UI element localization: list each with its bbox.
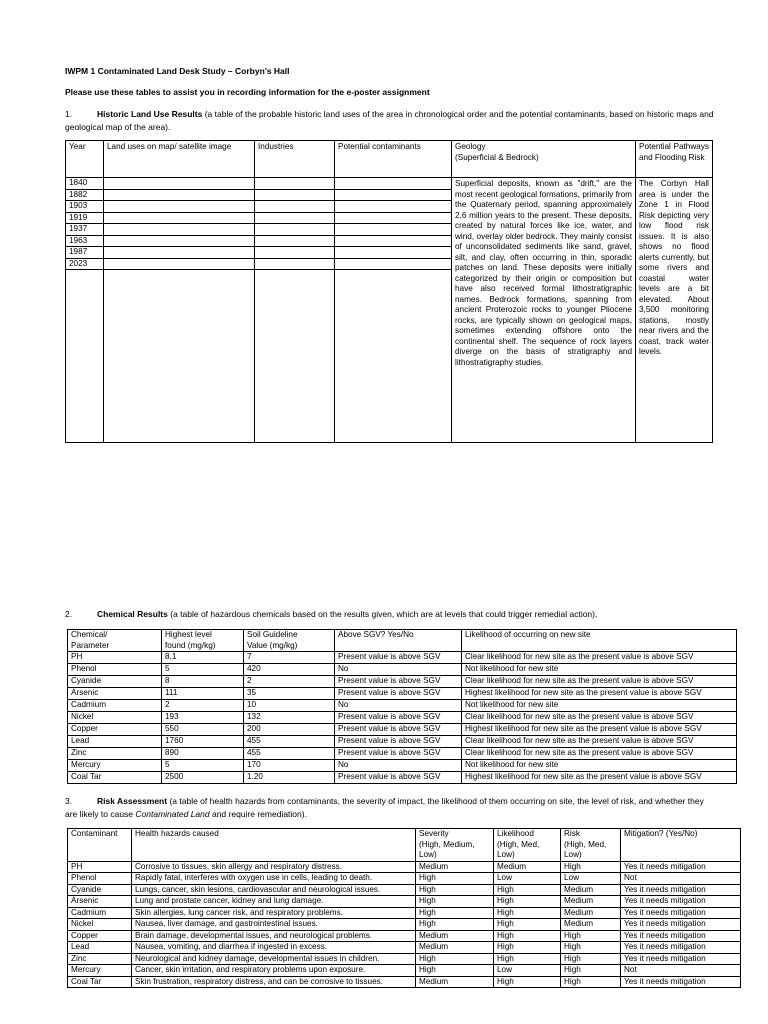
table-cell: 2500 <box>162 772 244 784</box>
header-cell: Soil Guideline Value (mg/kg) <box>244 630 335 652</box>
table-row <box>68 861 741 873</box>
table-row <box>68 976 741 988</box>
table-row <box>68 700 737 712</box>
table-cell: High <box>416 896 494 908</box>
table-row <box>66 178 713 190</box>
table-cell: 5 <box>162 760 244 772</box>
table-cell: Nickel <box>68 919 132 931</box>
header-cell: Contaminant <box>68 829 132 862</box>
table-cell: Not <box>621 965 741 977</box>
table-cell: Yes it needs mitigation <box>621 919 741 931</box>
chemical-results-table <box>67 629 737 784</box>
table-cell: Not likelihood for new site <box>462 760 737 772</box>
table-cell: High <box>494 919 561 931</box>
table-row <box>68 760 737 772</box>
table-cell: Highest likelihood for new site as the present value is above SGV <box>462 724 737 736</box>
table-cell: 890 <box>162 748 244 760</box>
table-cell: Nickel <box>68 712 162 724</box>
table-cell: Mercury <box>68 965 132 977</box>
table-cell: High <box>416 907 494 919</box>
table-cell: Present value is above SGV <box>335 712 462 724</box>
table-row <box>68 873 741 885</box>
table-cell: Yes it needs mitigation <box>621 907 741 919</box>
table-cell: Medium <box>416 942 494 954</box>
table-cell: Cadmium <box>68 700 162 712</box>
table-cell: Highest likelihood for new site as the present value is above SGV <box>462 772 737 784</box>
document-title: IWPM 1 Contaminated Land Desk Study – Corbyn’s Hall <box>65 66 290 76</box>
table-cell: Lead <box>68 736 162 748</box>
table-cell: Yes it needs mitigation <box>621 884 741 896</box>
table-cell: High <box>416 919 494 931</box>
section-1-description: (a table of the probable historic land uses of the area in chronological order and the potential contaminants, based on historic maps and geological map of the area). <box>65 109 714 132</box>
header-cell: Mitigation? (Yes/No) <box>621 829 741 862</box>
year-cell: 1903 <box>66 201 104 213</box>
table-cell: Low <box>561 873 621 885</box>
table-cell: High <box>561 976 621 988</box>
table-cell: Low <box>494 965 561 977</box>
table-cell: Present value is above SGV <box>335 748 462 760</box>
header-cell: Potential Pathways and Flooding Risk <box>636 141 713 178</box>
section-3-number: 3. <box>65 796 73 806</box>
year-cell: 1882 <box>66 189 104 201</box>
table-cell: High <box>494 976 561 988</box>
table-cell: High <box>416 884 494 896</box>
table-cell: Lung and prostate cancer, kidney and lung damage. <box>132 896 416 908</box>
table-cell: Medium <box>561 884 621 896</box>
table-row <box>68 676 737 688</box>
table-cell: Medium <box>561 907 621 919</box>
section-3-description: (a table of health hazards from contaminants, the severity of impact, the likelihood of them occurring on site, the level of risk, and whether they are likely to cause <box>65 796 704 819</box>
table-cell: Phenol <box>68 664 162 676</box>
section-3-description-emphasis: Contaminated Land <box>135 808 210 819</box>
header-cell: Highest level found (mg/kg) <box>162 630 244 652</box>
table-cell: High <box>561 861 621 873</box>
table-cell: High <box>416 873 494 885</box>
table-cell: Yes it needs mitigation <box>621 861 741 873</box>
table-cell: Zinc <box>68 953 132 965</box>
table-cell: High <box>494 896 561 908</box>
table-cell: Zinc <box>68 748 162 760</box>
table-cell: 2 <box>162 700 244 712</box>
table-cell: Copper <box>68 930 132 942</box>
header-cell: Severity (High, Medium, Low) <box>416 829 494 862</box>
table-cell: Lungs, cancer, skin lesions, cardiovascular and neurological issues. <box>132 884 416 896</box>
table-cell: Medium <box>561 896 621 908</box>
table-cell: High <box>416 953 494 965</box>
table-cell: Coal Tar <box>68 772 162 784</box>
header-cell: Industries <box>255 141 335 178</box>
section-3-heading: Risk Assessment <box>97 796 168 806</box>
table-cell: Rapidly fatal, interferes with oxygen use in cells, leading to death. <box>132 873 416 885</box>
table-row <box>68 724 737 736</box>
table-row <box>68 772 737 784</box>
table-row <box>68 965 741 977</box>
table-cell: No <box>335 664 462 676</box>
table-cell: High <box>561 965 621 977</box>
table-cell: Medium <box>494 861 561 873</box>
table-cell: Lead <box>68 942 132 954</box>
table-cell: 200 <box>244 724 335 736</box>
historic-land-use-table <box>65 140 713 443</box>
section-1-heading: Historic Land Use Results <box>97 109 203 119</box>
table-cell: Skin frustration, respiratory distress, and can be corrosive to tissues. <box>132 976 416 988</box>
table-cell: Phenol <box>68 873 132 885</box>
table-cell: No <box>335 760 462 772</box>
section-3-description-end: and require remediation). <box>209 808 307 819</box>
header-cell: Likelihood (High, Med, Low) <box>494 829 561 862</box>
table-cell: Present value is above SGV <box>335 736 462 748</box>
header-cell: Above SGV? Yes/No <box>335 630 462 652</box>
table-cell: Yes it needs mitigation <box>621 942 741 954</box>
section-3-intro <box>65 795 715 820</box>
table-row <box>68 652 737 664</box>
table-cell: Present value is above SGV <box>335 772 462 784</box>
table-cell: Clear likelihood for new site as the present value is above SGV <box>462 748 737 760</box>
table-cell: 170 <box>244 760 335 772</box>
table-row <box>68 953 741 965</box>
table-cell: Nausea, vomiting, and diarrhea if ingested in excess. <box>132 942 416 954</box>
table-row <box>68 712 737 724</box>
table-cell: High <box>494 942 561 954</box>
table-cell: Not likelihood for new site <box>462 700 737 712</box>
table-row <box>68 884 741 896</box>
table-cell: PH <box>68 652 162 664</box>
section-2-description: (a table of hazardous chemicals based on the results given, which are at levels that could trigger remedial action). <box>167 609 598 619</box>
table-cell: Copper <box>68 724 162 736</box>
table-header-row <box>68 630 737 652</box>
table-cell: 5 <box>162 664 244 676</box>
table-cell: 550 <box>162 724 244 736</box>
table-row <box>68 736 737 748</box>
table-cell: Clear likelihood for new site as the present value is above SGV <box>462 712 737 724</box>
header-cell: Year <box>66 141 104 178</box>
table-cell: Brain damage, developmental issues, and neurological problems. <box>132 930 416 942</box>
table-cell: Medium <box>416 976 494 988</box>
table-cell: High <box>494 930 561 942</box>
table-cell: Arsenic <box>68 896 132 908</box>
table-cell: PH <box>68 861 132 873</box>
table-cell: Yes it needs mitigation <box>621 953 741 965</box>
table-cell: Highest likelihood for new site as the present value is above SGV <box>462 688 737 700</box>
year-cell: 2023 <box>66 258 104 270</box>
table-cell: Cyanide <box>68 884 132 896</box>
table-cell: 2 <box>244 676 335 688</box>
table-cell: Cyanide <box>68 676 162 688</box>
geology-cell: Superficial deposits, known as "drift," are the most recent geological formations, primarily from the Quaternary period, spanning approximately 2.6 million years to the present. These deposits, created by natural forces like ice, water, and wind, overlay older bedrock. They mainly consist of unconsolidated sediments like sand, gravel, silt, and clay, often occurring in thin, sporadic patches on land. These deposits were initially categorized by their origin or composition but have also received formal lithostratigraphic names. Bedrock formations, spanning from ancient Proterozoic rocks to younger Pliocene rocks, are typically shown on geological maps, sometimes extending offshore onto the continental shelf. The sequence of rock layers diverge on the basis of stratigraphy and lithostratigraphy studies. <box>452 178 636 443</box>
pathways-cell: The Corbyn Hall area is under the Zone 1 in Flood Risk depicting very low flood risk issues. It is also shows no flood alerts currently, but some rivers and coastal water levels are a bit elevated. About 3,500 monitoring stations, mostly near rivers and the coast, track water levels. <box>636 178 713 443</box>
table-row <box>68 688 737 700</box>
section-2-number: 2. <box>65 609 73 619</box>
table-cell: High <box>494 907 561 919</box>
table-cell: 1760 <box>162 736 244 748</box>
land-use-cell <box>104 178 255 190</box>
table-cell: Medium <box>561 919 621 931</box>
table-cell: Mercury <box>68 760 162 772</box>
table-cell: Arsenic <box>68 688 162 700</box>
table-cell: 7 <box>244 652 335 664</box>
table-cell: Present value is above SGV <box>335 688 462 700</box>
table-cell: 8.1 <box>162 652 244 664</box>
year-cell: 1963 <box>66 235 104 247</box>
table-cell: Yes it needs mitigation <box>621 896 741 908</box>
table-cell: 1.20 <box>244 772 335 784</box>
table-row <box>68 664 737 676</box>
table-cell: 193 <box>162 712 244 724</box>
header-cell: Risk (High, Med, Low) <box>561 829 621 862</box>
table-cell: Present value is above SGV <box>335 724 462 736</box>
table-cell: Coal Tar <box>68 976 132 988</box>
table-cell: Low <box>494 873 561 885</box>
table-cell: High <box>416 965 494 977</box>
table-cell: Clear likelihood for new site as the present value is above SGV <box>462 676 737 688</box>
year-cell: 1840 <box>66 178 104 190</box>
table-cell: High <box>494 953 561 965</box>
section-1-number: 1. <box>65 109 73 119</box>
year-cell: 1919 <box>66 212 104 224</box>
section-2-intro <box>65 608 715 621</box>
header-cell: Land uses on map/ satellite image <box>104 141 255 178</box>
table-row <box>68 942 741 954</box>
table-cell: Medium <box>416 861 494 873</box>
header-cell: Geology (Superficial & Bedrock) <box>452 141 636 178</box>
table-cell: High <box>561 942 621 954</box>
table-cell: Yes it needs mitigation <box>621 930 741 942</box>
table-cell: Not likelihood for new site <box>462 664 737 676</box>
table-row <box>68 919 741 931</box>
table-cell: Clear likelihood for new site as the present value is above SGV <box>462 652 737 664</box>
contaminants-cell <box>335 178 452 190</box>
table-cell: Clear likelihood for new site as the present value is above SGV <box>462 736 737 748</box>
table-row <box>68 930 741 942</box>
header-cell: Chemical/ Parameter <box>68 630 162 652</box>
table-header-row <box>68 829 741 862</box>
table-row <box>68 896 741 908</box>
header-cell: Potential contaminants <box>335 141 452 178</box>
table-cell: 8 <box>162 676 244 688</box>
table-cell: No <box>335 700 462 712</box>
table-row <box>68 907 741 919</box>
year-cell: 1987 <box>66 247 104 259</box>
header-cell: Health hazards caused <box>132 829 416 862</box>
table-header-row <box>66 141 713 178</box>
table-cell: Not <box>621 873 741 885</box>
table-cell: 10 <box>244 700 335 712</box>
table-cell: 111 <box>162 688 244 700</box>
table-cell: Skin allergies, lung cancer risk, and respiratory problems. <box>132 907 416 919</box>
table-cell: Corrosive to tissues, skin allergy and respiratory distress. <box>132 861 416 873</box>
document-instruction: Please use these tables to assist you in recording information for the e-poster assignment <box>65 87 430 97</box>
table-cell: Medium <box>416 930 494 942</box>
header-cell: Likelihood of occurring on new site <box>462 630 737 652</box>
table-cell: High <box>561 930 621 942</box>
table-cell: 132 <box>244 712 335 724</box>
table-cell: Cadmium <box>68 907 132 919</box>
industries-cell <box>255 178 335 190</box>
section-2-heading: Chemical Results <box>97 609 168 619</box>
year-cell: 1937 <box>66 224 104 236</box>
risk-assessment-table <box>67 828 741 988</box>
table-cell: 455 <box>244 748 335 760</box>
table-cell: Present value is above SGV <box>335 676 462 688</box>
table-cell: Cancer, skin irritation, and respiratory problems upon exposure. <box>132 965 416 977</box>
table-cell: 420 <box>244 664 335 676</box>
table-cell: Yes it needs mitigation <box>621 976 741 988</box>
table-cell: High <box>494 884 561 896</box>
table-cell: Nausea, liver damage, and gastrointestinal issues. <box>132 919 416 931</box>
section-1-intro <box>65 108 715 133</box>
table-cell: 35 <box>244 688 335 700</box>
table-row <box>68 748 737 760</box>
table-cell: Neurological and kidney damage, developmental issues in children. <box>132 953 416 965</box>
table-cell: Present value is above SGV <box>335 652 462 664</box>
table-cell: High <box>561 953 621 965</box>
table-cell: 455 <box>244 736 335 748</box>
